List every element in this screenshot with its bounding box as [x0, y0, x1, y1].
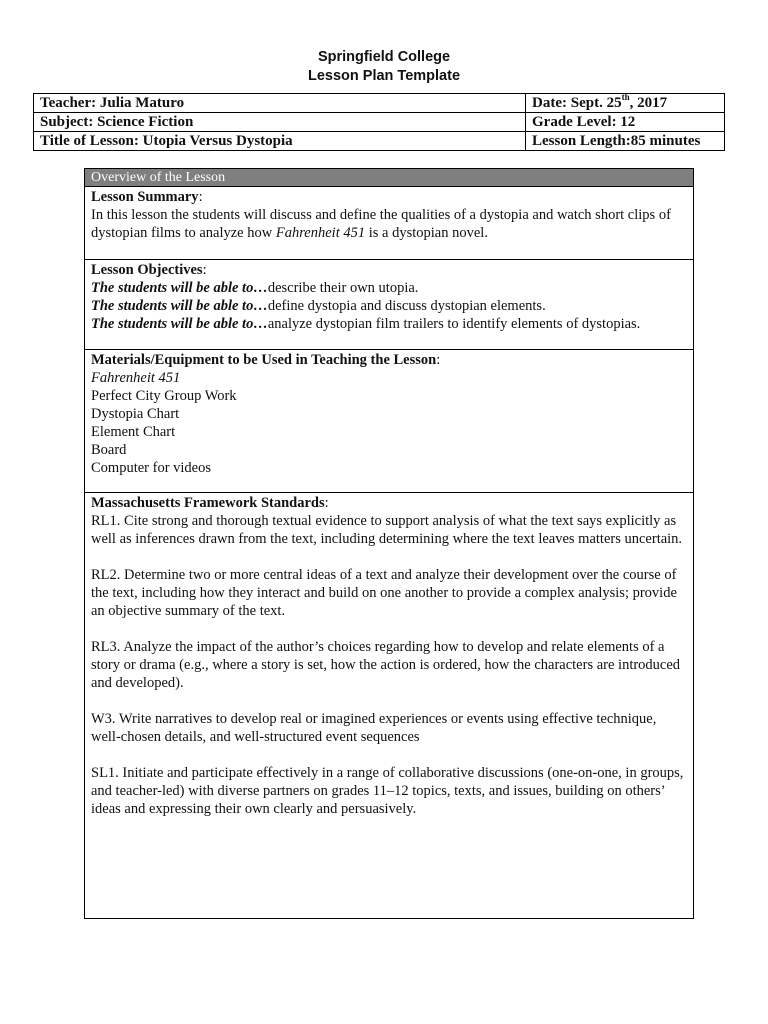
info-row-1 — [34, 94, 725, 113]
lesson-info-table — [33, 93, 725, 151]
subject-cell: Subject: Science Fiction — [34, 113, 526, 132]
college-name: Springfield College — [317, 49, 451, 65]
grade-cell: Grade Level: 12 — [526, 113, 725, 132]
lesson-objectives-colon: : — [202, 262, 207, 278]
materials-label: Materials/Equipment to be Used in Teaching the Lesson — [91, 352, 437, 368]
date-superscript: th — [621, 92, 630, 102]
summary-text-before: In this lesson the students will discuss and define the qualities of a dystopia and watch short clips of dystopian films to analyze how — [91, 207, 671, 241]
standards-colon: : — [324, 495, 329, 511]
materials-item: Perfect City Group Work — [91, 388, 237, 404]
materials-heading — [91, 351, 687, 369]
lesson-summary-heading — [91, 188, 687, 206]
objective-text: analyze dystopian film trailers to identify elements of dystopias. — [267, 316, 641, 332]
standards-heading — [91, 494, 687, 512]
date-prefix: Date: Sept. 25 — [532, 95, 622, 111]
lesson-summary-section — [85, 187, 693, 260]
document-title: Lesson Plan Template — [307, 68, 461, 84]
objective-text: define dystopia and discuss dystopian elements. — [267, 298, 546, 314]
materials-colon: : — [436, 352, 441, 368]
objective-text: describe their own utopia. — [267, 280, 419, 296]
standard-rl3: RL3. Analyze the impact of the author’s choices regarding how to develop and relate elements of a story or drama (e.g., where a story is set, how the action is ordered, how the characters are introduced and developed). — [91, 639, 681, 691]
objective-item — [91, 279, 687, 297]
lesson-objectives-section — [85, 260, 693, 350]
standard-sl1: SL1. Initiate and participate effectively in a range of collaborative discussions (one-on-one, in groups, and teacher-led) with diverse partners on grades 11–12 topics, texts, and issues, building on others’ ideas and expressing their own clearly and persuasively. — [91, 765, 684, 817]
overview-box — [84, 168, 694, 919]
standard-w3: W3. Write narratives to develop real or imagined experiences or events using effective technique, well-chosen details, and well-structured event sequences — [91, 711, 657, 745]
materials-book-title: Fahrenheit 451 — [91, 370, 181, 386]
materials-item: Board — [91, 442, 127, 458]
summary-text-after: is a dystopian novel. — [365, 225, 488, 241]
lesson-summary-colon: : — [198, 189, 203, 205]
info-row-2 — [34, 113, 725, 132]
materials-section — [85, 350, 693, 493]
teacher-cell: Teacher: Julia Maturo — [34, 94, 526, 113]
standard-rl2: RL2. Determine two or more central ideas of a text and analyze their development over the course of the text, including how they interact and build on one another to provide a complex analysis; provide an objective summary of the text. — [91, 567, 677, 619]
date-suffix: , 2017 — [629, 95, 668, 111]
materials-item: Element Chart — [91, 424, 176, 440]
lesson-summary-label: Lesson Summary — [91, 189, 199, 205]
standard-rl1: RL1. Cite strong and thorough textual evidence to support analysis of what the text says explicitly as well as inferences drawn from the text, including determining where the text leaves matters uncertain. — [91, 513, 683, 547]
objective-lead: The students will be able to… — [91, 280, 268, 296]
lesson-length-cell: Lesson Length:85 minutes — [526, 132, 725, 151]
summary-book-title: Fahrenheit 451 — [275, 225, 366, 241]
materials-item: Dystopia Chart — [91, 406, 180, 422]
overview-header: Overview of the Lesson — [85, 169, 693, 187]
lesson-objectives-label: Lesson Objectives — [91, 262, 203, 278]
objective-lead: The students will be able to… — [91, 316, 268, 332]
standards-section — [85, 493, 693, 818]
info-row-3 — [34, 132, 725, 151]
materials-item: Computer for videos — [91, 460, 212, 476]
lesson-objectives-heading — [91, 261, 687, 279]
objective-item — [91, 297, 687, 315]
standards-label: Massachusetts Framework Standards — [91, 495, 325, 511]
lesson-summary-text — [91, 206, 687, 242]
lesson-title-cell: Title of Lesson: Utopia Versus Dystopia — [34, 132, 526, 151]
objective-item — [91, 315, 687, 333]
date-cell — [526, 94, 725, 113]
objective-lead: The students will be able to… — [91, 298, 268, 314]
